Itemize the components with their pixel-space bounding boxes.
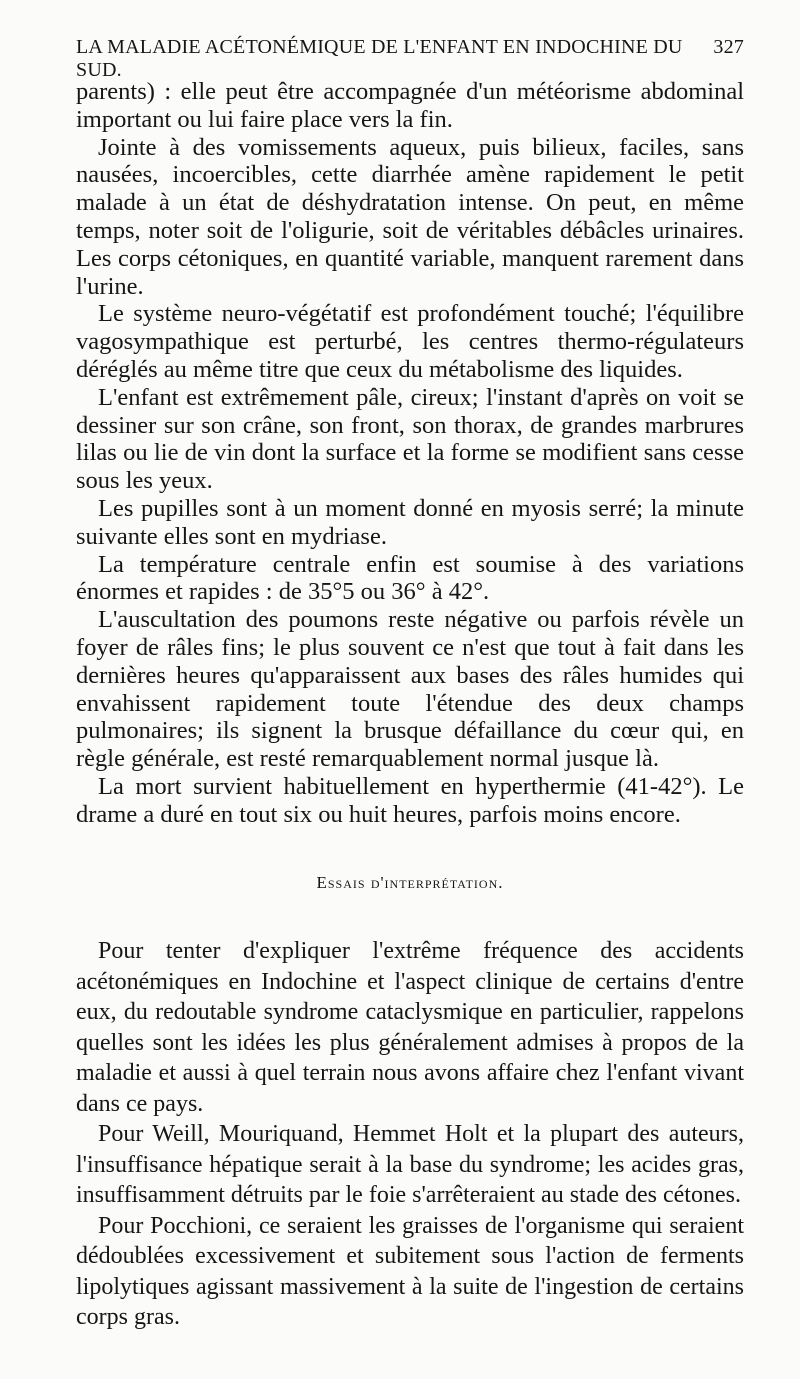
paragraph: Pour Weill, Mouriquand, Hemmet Holt et la plupart des auteurs, l'insuffisance hépatique serait à la base du syndrome; les acides gras, insuffisamment détruits par le foie s'arrêteraient au stade des cétones. — [76, 1121, 744, 1209]
paragraph: Le système neuro-végétatif est profondément touché; l'équilibre vagosympathique est perturbé, les centres thermo-régulateurs déréglés au même titre que ceux du métabolisme des liquides. — [76, 300, 744, 383]
lower-text — [76, 936, 744, 1333]
paragraph: La température centrale enfin est soumise à des variations énormes et rapides : de 35°5 ou 36° à 42°. — [76, 550, 744, 606]
header-title: LA MALADIE ACÉTONÉMIQUE DE L'ENFANT EN INDOCHINE DU SUD. — [76, 36, 683, 81]
paragraph: Jointe à des vomissements aqueux, puis bilieux, faciles, sans nausées, incoercibles, cette diarrhée amène rapidement le petit malade à un état de déshydratation intense. On peut, en même temps, noter soit de l'oligurie, soit de véritables débâcles urinaires. Les corps cétoniques, en quantité variable, manquent rarement dans l'urine. — [76, 133, 744, 300]
section-heading: Essais d'interprétation. — [316, 872, 504, 892]
paragraph: Les pupilles sont à un moment donné en myosis serré; la minute suivante elles sont en mydriase. — [76, 494, 744, 550]
paragraph: parents) : elle peut être accompagnée d'un météorisme abdominal important ou lui faire place vers la fin. — [76, 78, 744, 133]
paragraph: L'enfant est extrêmement pâle, cireux; l'instant d'après on voit se dessiner sur son crâne, son front, son thorax, de grandes marbrures lilas ou lie de vin dont la surface et la forme se modifient sans cesse sous les yeux. — [76, 383, 744, 495]
running-header — [76, 36, 744, 82]
paragraph: Pour Pocchioni, ce seraient les graisses de l'organisme qui seraient dédoublées excessivement et subitement sous l'action de ferments lipolytiques agissant massivement à la suite de l'ingestion de certains corps gras. — [76, 1212, 744, 1331]
body-text — [76, 78, 744, 1333]
page-number: 327 — [713, 36, 744, 58]
paragraph: L'auscultation des poumons reste négative ou parfois révèle un foyer de râles fins; le plus souvent ce n'est que tout à fait dans les dernières heures qu'apparaissent aux bases des râles humides qui envahissent rapidement toute l'étendue des deux champs pulmonaires; ils signent la brusque défaillance du cœur qui, en règle générale, est resté remarquablement normal jusque là. — [76, 606, 744, 773]
paragraph: Pour tenter d'expliquer l'extrême fréquence des accidents acétonémiques en Indochine et l'aspect clinique de certains d'entre eux, du redoutable syndrome cataclysmique en particulier, rappelons quelles sont les idées les plus généralement admises à propos de la maladie et aussi à quel terrain nous avons affaire chez l'enfant vivant dans ce pays. — [76, 938, 744, 1117]
paragraph: La mort survient habituellement en hyperthermie (41-42°). Le drame a duré en tout six ou huit heures, parfois moins encore. — [76, 772, 744, 828]
